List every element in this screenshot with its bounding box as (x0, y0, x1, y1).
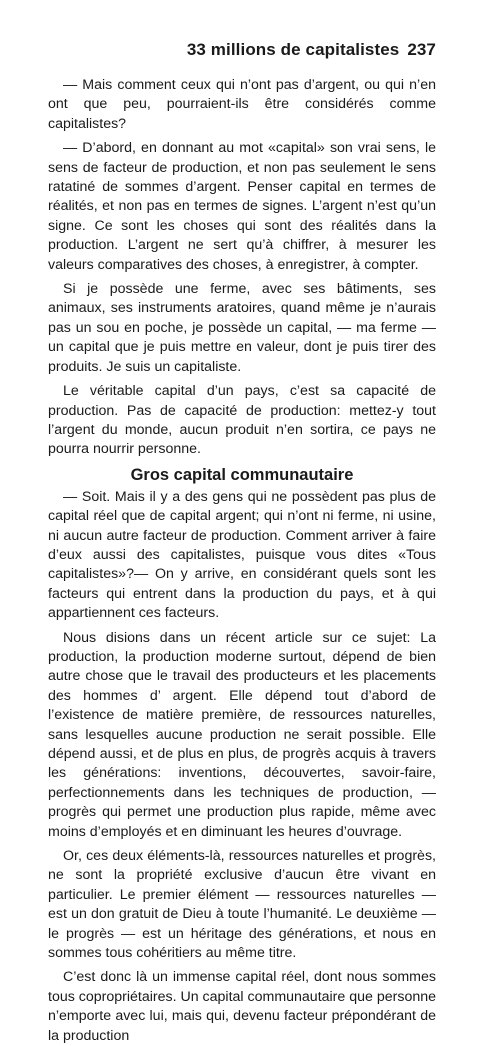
page-number: 237 (407, 40, 436, 59)
running-title: 33 millions de capitalistes (186, 40, 400, 59)
paragraph: Le véritable capital d’un pays, c’est sa capacité de production. Pas de capacité de production: mettez-y tout l’argent du monde, aucun produit n’en sortira, ce pays ne pourra nourrir personne. (48, 383, 436, 458)
paragraph: Or, ces deux éléments-là, ressources naturelles et progrès, ne sont la propriété exclusive d’aucun être vivant en particulier. Le premier élément — ressources naturelles — est un don gratuit de Dieu à toute l’humanité. Le deuxième — le progrès — est un héritage des générations, et nous en sommes tous cohéritiers au même titre. (48, 848, 436, 962)
paragraph: Nous disions dans un récent article sur ce sujet: La production, la production moderne surtout, dépend de bien autre chose que le travail des producteurs et les placements des hommes d’ argent. Elle dépend tout d’abord de l’existence de matière première, de ressources naturelles, sans lesquelles aucune production ne serait possible. Elle dépend aussi, et de plus en plus, de progrès acquis à travers les générations: inventions, découvertes, savoir-faire, perfectionnements dans les techniques de production, — progrès qui permet une production plus rapide, même avec moins d’employés et en diminuant les heures d’ouvrage. (48, 629, 436, 840)
paragraph: C’est donc là un immense capital réel, dont nous sommes tous copropriétaires. Un capital communautaire que personne n’emporte avec lui, mais qui, devenu facteur prépondérant de la production (48, 969, 437, 1044)
section-heading: Gros capital communautaire (130, 465, 354, 484)
paragraph: — D’abord, en donnant au mot «capital» son vrai sens, le sens de facteur de production, et non pas seulement le sens ratatiné de sommes d’argent. Penser capital en termes de réalités, et non pas en termes de signes. L’argent n’est qu’un signe. Ce sont les choses qui sont des réalités dans la production. L’argent ne sert qu’à chiffrer, à mesurer les valeurs comparatives des choses, à enregistrer, à compter. (48, 140, 436, 273)
paragraph: — Soit. Mais il y a des gens qui ne possèdent pas plus de capital réel que de capital argent; qui n’ont ni ferme, ni usine, ni aucun autre facteur de production. Comment arriver à faire d’eux aussi des capitalistes, puisque vous dites «Tous capitalistes»?— On y arrive, en considérant quels sont les facteurs qui entrent dans la production du pays, et à qui appartiennent ces facteurs. (48, 488, 436, 622)
running-head (48, 40, 436, 60)
paragraph: Si je possède une ferme, avec ses bâtiments, ses animaux, ses instruments aratoires, quand même je n’aurais pas un sou en poche, je possède un capital, — ma ferme — un capital que je puis mettre en valeur, dont je puis tirer des produits. Je suis un capitaliste. (48, 281, 436, 375)
paragraph: — Mais comment ceux qui n’ont pas d’argent, ou qui n’en ont que peu, pourraient-ils être considérés comme capitalistes? (48, 77, 436, 132)
